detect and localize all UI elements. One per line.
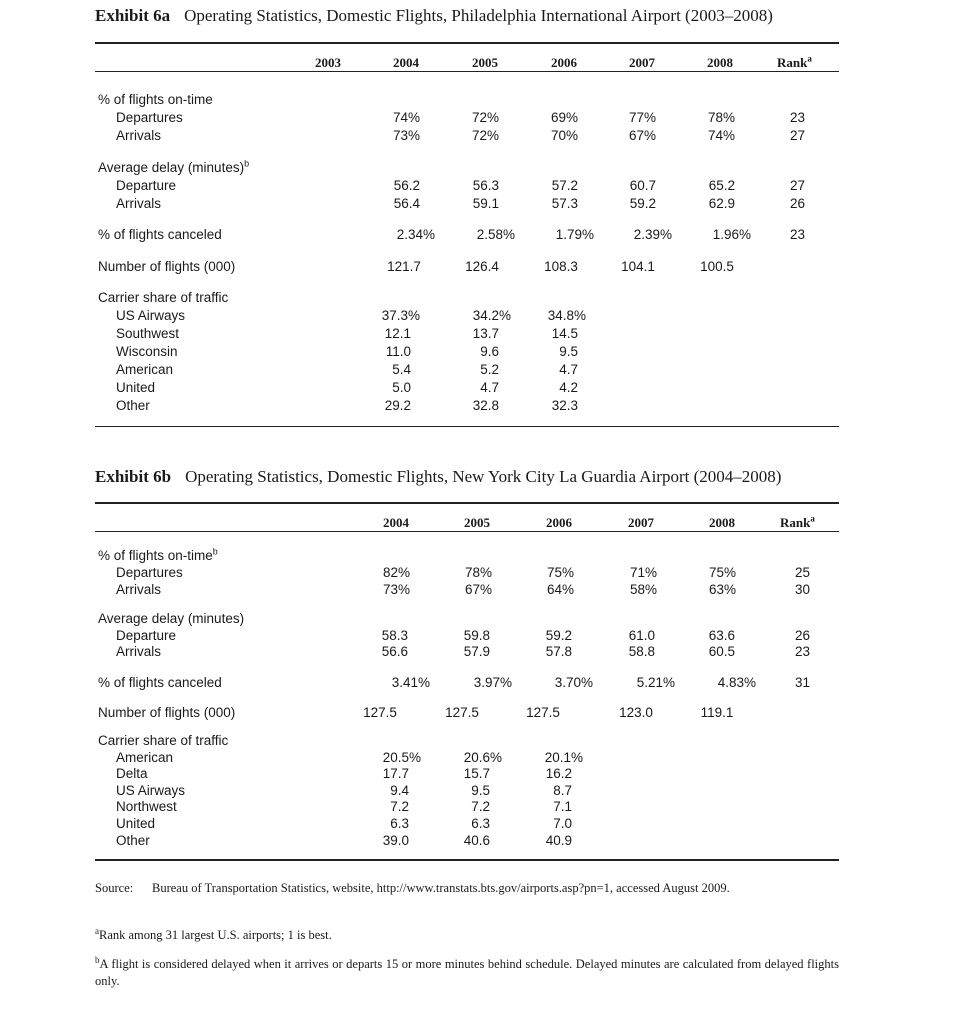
cell-value: 73% bbox=[392, 128, 420, 143]
row-label: US Airways bbox=[116, 308, 186, 323]
cell-value: 9.4 bbox=[390, 783, 409, 798]
exhibit-b-top-rule bbox=[95, 502, 839, 504]
col-header: 2004 bbox=[393, 55, 419, 70]
cell-value: 58% bbox=[629, 582, 657, 597]
cell-value: 5.4 bbox=[392, 362, 411, 377]
row-label: Northwest bbox=[116, 799, 177, 814]
cell-value: 104.1 bbox=[621, 259, 655, 274]
row-label: United bbox=[116, 816, 156, 831]
col-header: 2008 bbox=[707, 55, 733, 70]
row-label: Departure bbox=[116, 628, 177, 643]
col-header: 2008 bbox=[709, 515, 735, 530]
footnote-b: $^b$A flight is considered delayed when it arrives or departs 15 or more minutes behind schedule. Delayed minutes are calculated from delayed flights only. bbox=[95, 954, 839, 988]
cell-value: 72% bbox=[471, 128, 499, 143]
section-label: Carrier share of traffic bbox=[98, 290, 229, 305]
cell-value: 59.2 bbox=[545, 628, 572, 643]
cell-value: 69% bbox=[550, 110, 578, 125]
section-label: % of flights on-time bbox=[98, 92, 213, 107]
row-label: Arrivals bbox=[116, 582, 162, 597]
cell-value: 119.1 bbox=[700, 705, 734, 720]
cell-value: 127.5 bbox=[363, 705, 397, 720]
cell-value: 20.6% bbox=[463, 750, 502, 765]
exhibit-b-label: Exhibit 6b bbox=[95, 467, 172, 486]
cell-rank: 23 bbox=[789, 227, 805, 242]
cell-value: 59.2 bbox=[629, 196, 656, 211]
cell-value: 58.8 bbox=[628, 644, 655, 659]
cell-value: 61.0 bbox=[628, 628, 655, 643]
cell-value: 34.8% bbox=[547, 308, 586, 323]
footnote-a: $^a$Rank among 31 largest U.S. airports; 1 is best. bbox=[95, 925, 332, 942]
cell-value: 3.41% bbox=[391, 675, 430, 690]
cell-value: 4.83% bbox=[717, 675, 756, 690]
cell-value: 75% bbox=[546, 565, 574, 580]
row-label: American bbox=[116, 362, 174, 377]
cell-value: 56.6 bbox=[381, 644, 408, 659]
cell-value: 40.9 bbox=[545, 833, 572, 848]
exhibit-b-header-rule bbox=[95, 531, 839, 532]
row-label: Other bbox=[116, 833, 150, 848]
cell-value: 4.7 bbox=[480, 380, 499, 395]
row-label: US Airways bbox=[116, 783, 186, 798]
row-label: Wisconsin bbox=[116, 344, 178, 359]
cell-value: 126.4 bbox=[465, 259, 499, 274]
cell-value: 1.96% bbox=[712, 227, 751, 242]
cell-value: 9.5 bbox=[471, 783, 490, 798]
exhibit-b-bottom-rule bbox=[95, 859, 839, 861]
cell-value: 7.0 bbox=[553, 816, 572, 831]
row-label: Arrivals bbox=[116, 128, 162, 143]
col-header: 2007 bbox=[628, 515, 654, 530]
source-text: Bureau of Transportation Statistics, website, http://www.transtats.bts.gov/airports.asp?pn=1, accessed August 2009. bbox=[152, 881, 730, 895]
cell-value: 58.3 bbox=[381, 628, 408, 643]
col-header-rank: Rank$^a$ bbox=[780, 513, 815, 530]
cell-value: 16.2 bbox=[545, 766, 572, 781]
cell-value: 2.39% bbox=[633, 227, 672, 242]
cell-value: 63% bbox=[708, 582, 736, 597]
cell-value: 9.6 bbox=[480, 344, 499, 359]
cell-rank: 26 bbox=[794, 628, 810, 643]
cell-value: 15.7 bbox=[463, 766, 490, 781]
cell-value: 127.5 bbox=[526, 705, 560, 720]
section-label: Average delay (minutes)$^b$ bbox=[98, 158, 250, 175]
row-label: Other bbox=[116, 398, 150, 413]
exhibit-a-top-rule bbox=[95, 42, 839, 44]
row-label: Number of flights (000) bbox=[98, 259, 236, 274]
exhibit-a-heading bbox=[95, 6, 773, 26]
cell-value: 20.1% bbox=[544, 750, 583, 765]
cell-value: 78% bbox=[464, 565, 492, 580]
cell-value: 74% bbox=[392, 110, 420, 125]
row-label: % of flights canceled bbox=[98, 227, 222, 242]
cell-value: 57.2 bbox=[551, 178, 578, 193]
cell-value: 40.6 bbox=[463, 833, 490, 848]
cell-value: 121.7 bbox=[387, 259, 421, 274]
cell-value: 57.8 bbox=[545, 644, 572, 659]
cell-value: 77% bbox=[628, 110, 656, 125]
section-label: % of flights on-time$^b$ bbox=[98, 546, 218, 563]
cell-rank: 27 bbox=[789, 178, 805, 193]
cell-value: 2.34% bbox=[396, 227, 435, 242]
cell-value: 1.79% bbox=[555, 227, 594, 242]
cell-value: 67% bbox=[464, 582, 492, 597]
cell-rank: 31 bbox=[794, 675, 810, 690]
cell-value: 5.0 bbox=[392, 380, 411, 395]
cell-value: 7.1 bbox=[553, 799, 572, 814]
cell-value: 62.9 bbox=[708, 196, 735, 211]
exhibit-a-title: Operating Statistics, Domestic Flights, Philadelphia International Airport (2003–2008) bbox=[184, 6, 773, 25]
row-label: % of flights canceled bbox=[98, 675, 222, 690]
row-label: Departures bbox=[116, 110, 183, 125]
exhibit-b-heading bbox=[95, 467, 781, 487]
cell-value: 73% bbox=[382, 582, 410, 597]
cell-value: 56.2 bbox=[393, 178, 420, 193]
cell-value: 6.3 bbox=[390, 816, 409, 831]
cell-value: 9.5 bbox=[559, 344, 578, 359]
cell-value: 29.2 bbox=[384, 398, 411, 413]
row-label: Southwest bbox=[116, 326, 180, 341]
row-label: Arrivals bbox=[116, 196, 162, 211]
cell-value: 4.7 bbox=[559, 362, 578, 377]
row-label: Arrivals bbox=[116, 644, 162, 659]
cell-value: 127.5 bbox=[445, 705, 479, 720]
cell-value: 67% bbox=[628, 128, 656, 143]
cell-value: 71% bbox=[629, 565, 657, 580]
cell-value: 70% bbox=[550, 128, 578, 143]
cell-value: 75% bbox=[708, 565, 736, 580]
col-header: 2004 bbox=[383, 515, 409, 530]
cell-value: 32.3 bbox=[551, 398, 578, 413]
cell-value: 63.6 bbox=[708, 628, 735, 643]
cell-value: 60.5 bbox=[708, 644, 735, 659]
cell-value: 108.3 bbox=[544, 259, 578, 274]
cell-value: 65.2 bbox=[708, 178, 735, 193]
cell-value: 60.7 bbox=[629, 178, 656, 193]
row-label: Departure bbox=[116, 178, 177, 193]
cell-value: 7.2 bbox=[471, 799, 490, 814]
cell-value: 8.7 bbox=[553, 783, 572, 798]
cell-value: 20.5% bbox=[382, 750, 421, 765]
cell-value: 14.5 bbox=[551, 326, 578, 341]
cell-value: 32.8 bbox=[472, 398, 499, 413]
exhibit-a-header-rule bbox=[95, 71, 839, 72]
cell-value: 39.0 bbox=[382, 833, 409, 848]
cell-value: 56.3 bbox=[472, 178, 499, 193]
cell-value: 74% bbox=[707, 128, 735, 143]
cell-value: 11.0 bbox=[385, 344, 411, 359]
row-label: Delta bbox=[116, 766, 148, 781]
cell-value: 6.3 bbox=[471, 816, 490, 831]
cell-value: 37.3% bbox=[381, 308, 420, 323]
cell-value: 3.70% bbox=[554, 675, 593, 690]
col-header: 2003 bbox=[315, 55, 341, 70]
cell-rank: 27 bbox=[789, 128, 805, 143]
source-label: Source: bbox=[95, 881, 134, 895]
cell-rank: 30 bbox=[794, 582, 810, 597]
cell-value: 3.97% bbox=[473, 675, 512, 690]
row-label: American bbox=[116, 750, 174, 765]
cell-rank: 23 bbox=[789, 110, 805, 125]
cell-value: 17.7 bbox=[382, 766, 409, 781]
exhibit-a-label: Exhibit 6a bbox=[95, 6, 171, 25]
col-header: 2006 bbox=[546, 515, 572, 530]
cell-rank: 25 bbox=[794, 565, 810, 580]
col-header: 2005 bbox=[472, 55, 498, 70]
cell-rank: 26 bbox=[789, 196, 805, 211]
cell-value: 56.4 bbox=[393, 196, 420, 211]
section-label: Average delay (minutes) bbox=[98, 611, 245, 626]
cell-value: 59.1 bbox=[472, 196, 499, 211]
cell-rank: 23 bbox=[794, 644, 810, 659]
section-label: Carrier share of traffic bbox=[98, 733, 229, 748]
cell-value: 64% bbox=[546, 582, 574, 597]
cell-value: 59.8 bbox=[463, 628, 490, 643]
cell-value: 57.3 bbox=[551, 196, 578, 211]
row-label: Departures bbox=[116, 565, 183, 580]
col-header: 2007 bbox=[629, 55, 655, 70]
cell-value: 4.2 bbox=[559, 380, 578, 395]
col-header: 2005 bbox=[464, 515, 490, 530]
cell-value: 2.58% bbox=[476, 227, 515, 242]
cell-value: 7.2 bbox=[390, 799, 409, 814]
cell-value: 72% bbox=[471, 110, 499, 125]
col-header: 2006 bbox=[551, 55, 577, 70]
col-header-rank: Rank$^a$ bbox=[777, 53, 812, 70]
row-label: United bbox=[116, 380, 156, 395]
cell-value: 57.9 bbox=[463, 644, 490, 659]
cell-value: 82% bbox=[382, 565, 410, 580]
cell-value: 13.7 bbox=[472, 326, 499, 341]
row-label: Number of flights (000) bbox=[98, 705, 236, 720]
cell-value: 123.0 bbox=[619, 705, 653, 720]
exhibit-b-title: Operating Statistics, Domestic Flights, New York City La Guardia Airport (2004–2008) bbox=[185, 467, 782, 486]
exhibit-a-bottom-rule bbox=[95, 426, 839, 427]
cell-value: 78% bbox=[707, 110, 735, 125]
cell-value: 5.2 bbox=[480, 362, 499, 377]
cell-value: 100.5 bbox=[700, 259, 734, 274]
cell-value: 5.21% bbox=[636, 675, 675, 690]
cell-value: 12.1 bbox=[384, 326, 411, 341]
cell-value: 34.2% bbox=[472, 308, 511, 323]
